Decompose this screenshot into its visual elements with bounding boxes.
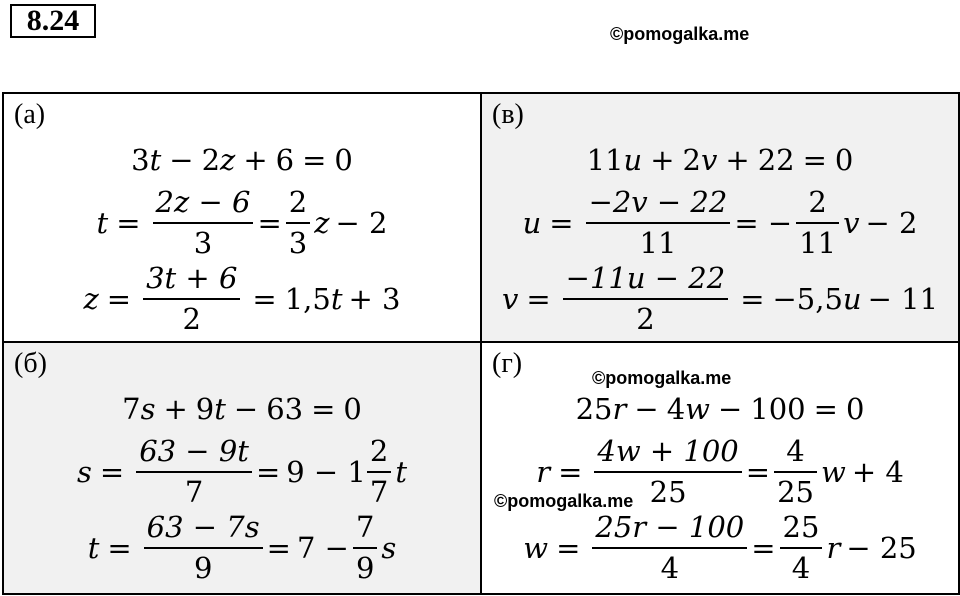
cell-label: (б) <box>14 348 47 379</box>
cell-label: (в) <box>492 99 524 130</box>
fraction: $\frac{4w + 100}{25}$ <box>594 437 741 507</box>
fraction: $\frac{63 - 7s}{9}$ <box>144 513 263 583</box>
fraction: $\frac{2}{3}$ <box>286 188 310 258</box>
fraction: $\frac{-2v - 22}{11}$ <box>586 188 731 258</box>
fraction: $\frac{25r - 100}{4}$ <box>592 513 747 583</box>
equation: t = $\frac{2z - 6}{3}$ = $\frac{2}{3}$ z − 2 <box>96 185 388 260</box>
fraction: $\frac{2}{7}$ <box>367 437 391 507</box>
fraction: $\frac{2z - 6}{3}$ <box>153 188 254 258</box>
fraction: $\frac{7}{9}$ <box>353 513 377 583</box>
equation: 25 r − 4 w − 100 = 0 <box>575 392 865 426</box>
watermark: ©pomogalka.me <box>610 24 750 44</box>
fraction: $\frac{63 - 9t}{7}$ <box>136 437 252 507</box>
equation: v = $\frac{-11u - 22}{2}$ = −5,5 u − 11 <box>501 261 939 336</box>
cell-v <box>482 94 958 343</box>
equation: 3 t − 2 z + 6 = 0 <box>131 143 353 177</box>
equation: r = $\frac{4w + 100}{25}$ = $\frac{4}{25}$ w + 4 <box>536 434 904 509</box>
equation: 11 u + 2 v + 22 = 0 <box>586 143 854 177</box>
solution-grid <box>2 92 960 595</box>
cell-label: (г) <box>492 348 523 379</box>
fraction: $\frac{3t + 6}{2}$ <box>143 264 240 334</box>
fraction: $\frac{-11u - 22}{2}$ <box>563 264 729 334</box>
cell-label: (а) <box>14 99 46 130</box>
fraction: $\frac{25}{4}$ <box>780 513 823 583</box>
equation: w = $\frac{25r - 100}{4}$ = $\frac{25}{4}$ r − 25 <box>523 510 917 585</box>
fraction: $\frac{4}{25}$ <box>774 437 817 507</box>
equation: t = $\frac{63 - 7s}{9}$ = 7 − $\frac{7}{9}$ s <box>87 510 397 585</box>
fraction: $\frac{2}{11}$ <box>796 188 839 258</box>
equation: s = $\frac{63 - 9t}{7}$ = 9 − 1 $\frac{2}{7}$ t <box>76 434 407 509</box>
watermark: ©pomogalka.me <box>592 368 732 388</box>
equation: z = $\frac{3t + 6}{2}$ = 1,5 t + 3 <box>83 261 401 336</box>
equation: u = $\frac{-2v - 22}{11}$ = − $\frac{2}{11}$ v − 2 <box>522 185 918 260</box>
problem-number: 8.24 <box>10 4 96 38</box>
equation: 7 s + 9 t − 63 = 0 <box>122 392 362 426</box>
cell-b <box>4 343 482 593</box>
watermark: ©pomogalka.me <box>494 491 634 511</box>
cell-a <box>4 94 482 343</box>
